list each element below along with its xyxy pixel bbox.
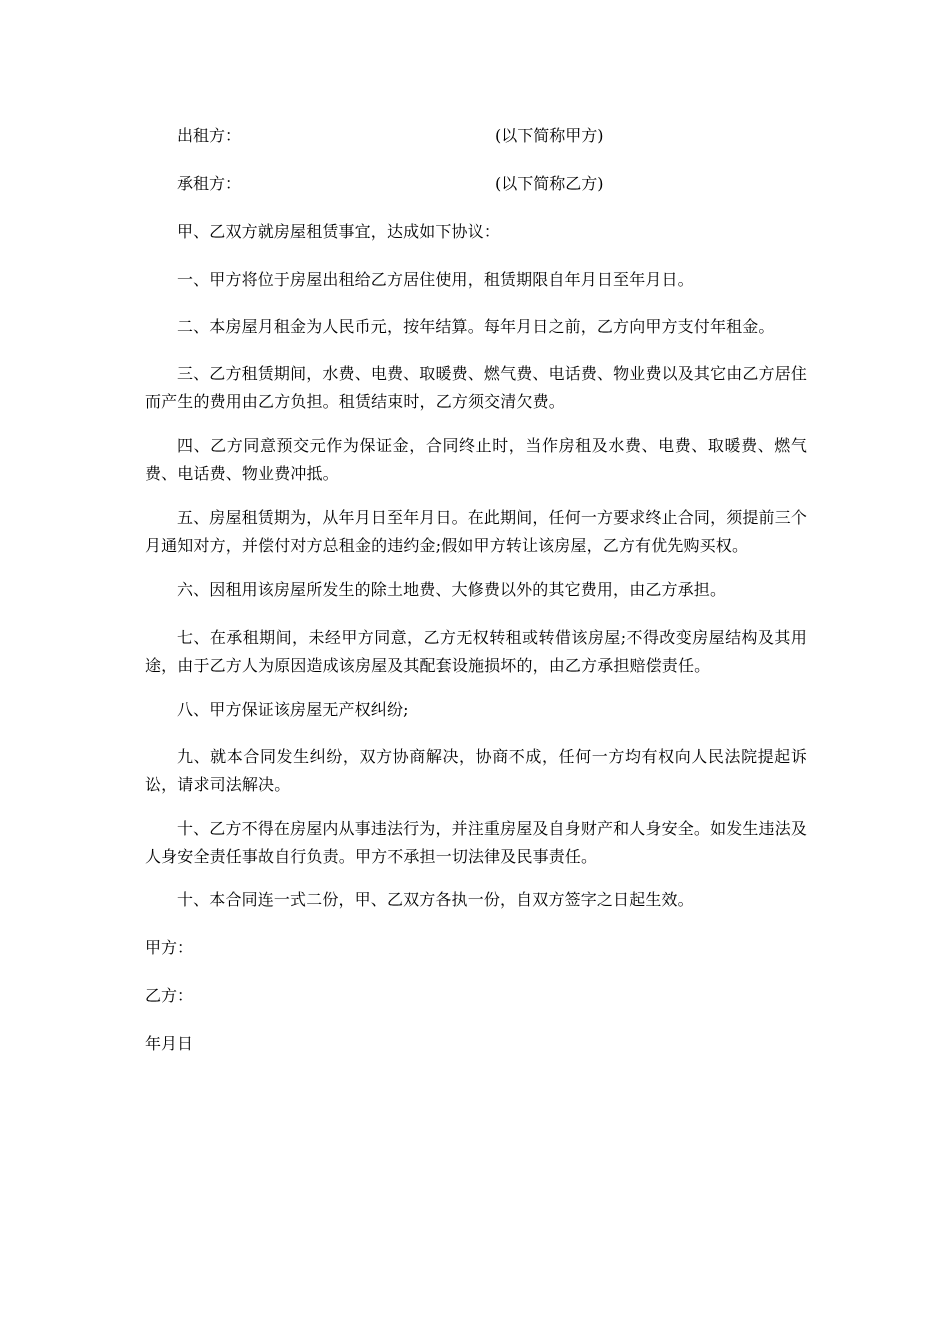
lessor-row: [177, 122, 697, 150]
lessee-row: [177, 170, 697, 198]
signature-date: 年月日: [145, 1034, 194, 1053]
clause-4: 四、乙方同意预交元作为保证金，合同终止时，当作房租及水费、电费、取暖费、燃气费、电话费、物业费冲抵。: [145, 436, 807, 483]
preamble: 甲、乙双方就房屋租赁事宜，达成如下协议：: [177, 222, 501, 241]
clause-10: 十、乙方不得在房屋内从事违法行为，并注重房屋及自身财产和人身安全。如发生违法及人身安全责任事故自行负责。甲方不承担一切法律及民事责任。: [145, 819, 807, 866]
clause-7: 七、在承租期间，未经甲方同意，乙方无权转租或转借该房屋;不得改变房屋结构及其用途，由于乙方人为原因造成该房屋及其配套设施损坏的，由乙方承担赔偿责任。: [145, 628, 807, 675]
clause-1: 一、甲方将位于房屋出租给乙方居住使用，租赁期限自年月日至年月日。: [177, 270, 694, 289]
lessor-note: (以下简称甲方): [495, 126, 604, 145]
lessee-note: (以下简称乙方): [495, 174, 604, 193]
clause-9: 九、就本合同发生纠纷，双方协商解决，协商不成，任何一方均有权向人民法院提起诉讼，请求司法解决。: [145, 747, 807, 794]
clause-2: 二、本房屋月租金为人民币元，按年结算。每年月日之前，乙方向甲方支付年租金。: [177, 317, 775, 336]
signature-party-a: 甲方：: [145, 938, 194, 957]
clause-6: 六、因租用该房屋所发生的除土地费、大修费以外的其它费用，由乙方承担。: [177, 580, 727, 599]
lessee-label: 承租方：: [177, 174, 242, 193]
signature-party-b: 乙方：: [145, 986, 194, 1005]
clause-3: 三、乙方租赁期间，水费、电费、取暖费、燃气费、电话费、物业费以及其它由乙方居住而产生的费用由乙方负担。租赁结束时，乙方须交清欠费。: [145, 364, 807, 411]
lessor-label: 出租方：: [177, 126, 242, 145]
clause-8: 八、甲方保证该房屋无产权纠纷;: [177, 700, 409, 719]
clause-5: 五、房屋租赁期为，从年月日至年月日。在此期间，任何一方要求终止合同，须提前三个月通知对方，并偿付对方总租金的违约金;假如甲方转让该房屋，乙方有优先购买权。: [145, 508, 807, 555]
clause-11: 十、本合同连一式二份，甲、乙双方各执一份，自双方签字之日起生效。: [177, 890, 694, 909]
